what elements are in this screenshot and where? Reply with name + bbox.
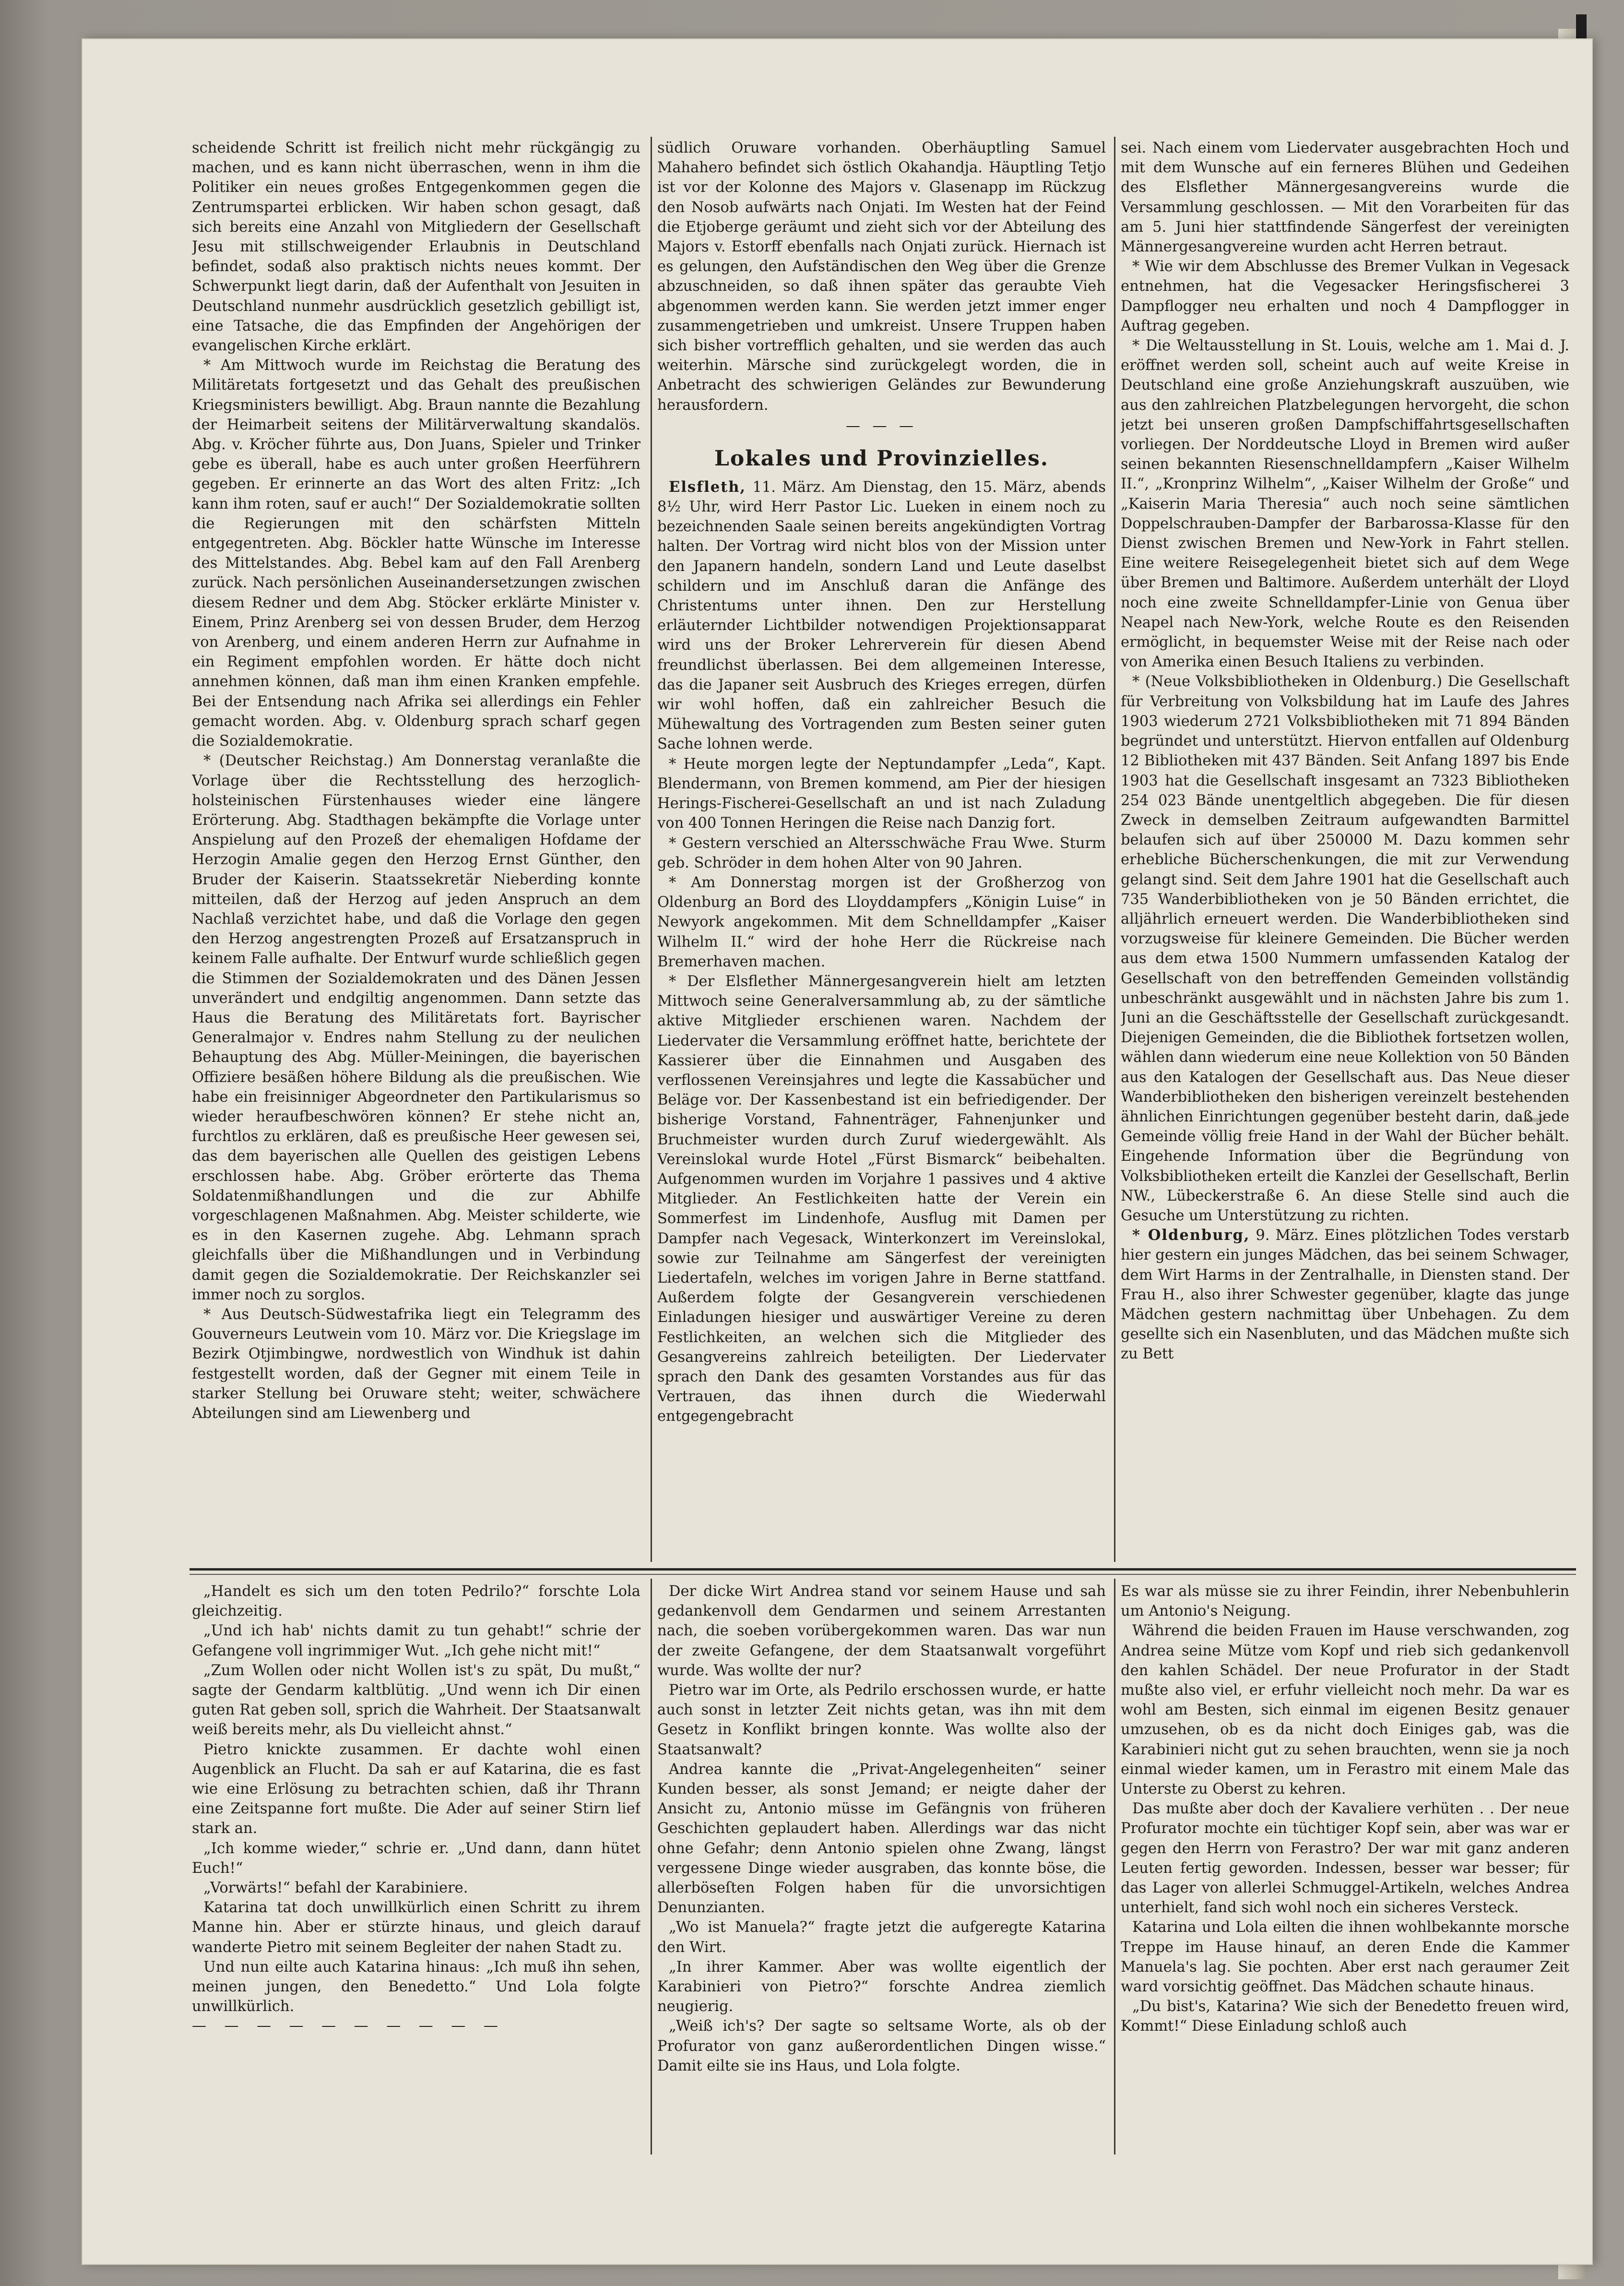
local-news-paragraph <box>657 477 1106 754</box>
local-news-paragraph: * Gestern verschied an Altersschwäche Frau Wwe. Sturm geb. Schröder in dem hohen Alter von 90 Jahren. <box>657 834 1106 871</box>
article-paragraph: scheidende Schritt ist freilich nicht mehr rückgängig zu machen, und es kann nicht überraschen, wenn in ihm die Politiker ein neues großes Entgegenkommen gegen die Zentrumspartei erblicken. Wir haben schon gesagt, daß sich bereits eine Anzahl von Mitgliedern der Gesellschaft Jesu mit stillschweigender Erlaubnis in Deutschland befindet, sodaß also praktisch nichts neues kommt. Der Schwerpunkt liegt darin, daß der Aufenthalt von Jesuiten in Deutschland nunmehr ausdrücklich gesetzlich gebilligt ist, eine Tatsache, die das Empfinden der Angehörigen der evangelischen Kirche erklärt. <box>192 140 640 355</box>
article-column-2 <box>657 138 1106 1563</box>
local-news-paragraph <box>1121 1226 1569 1364</box>
feuilleton-paragraph: „Wo ist Manuela?“ fragte jetzt die aufgeregte Katarina den Wirt. <box>657 1919 1106 1956</box>
dateline-date: 9. März. <box>1256 1227 1319 1244</box>
local-news-paragraph: * Der Elsflether Männergesangverein hielt am letzten Mittwoch seine Generalversammlung ab, zu der sämtliche aktive Mitglieder erschienen waren. Nachdem der Liedervater die Versammlung eröffnet hatte, berichtete der Kassierer über die Einnahmen und Ausgaben des verflossenen Vereinsjahres und legte die Kassabücher und Beläge vor. Der Kassenbestand ist ein befriedigender. Der bisherige Vorstand, Fahnenträger, Fahnenjunker und Bruchmeister wurden durch Zuruf wiedergewählt. Als Vereinslokal wurde Hotel „Fürst Bismarck“ beibehalten. Aufgenommen wurden im Vorjahre 1 passives und 4 aktive Mitglieder. An Festlichkeiten hatte der Verein ein Sommerfest im Lindenhofe, Ausflug mit Damen per Dampfer nach Vegesack, Winterkonzert im Vereinslokal, sowie zur Teilnahme am Sängerfest der vereinigten Liedertafeln, welches im vorigen Jahre in Berne stattfand. Außerdem folgte der Gesangverein verschiedenen Einladungen hiesiger und auswärtiger Vereine zu deren Festlichkeiten, an welchen sich die Mitglieder des Gesangvereins zahlreich beteiligten. Der Liedervater sprach den Dank des gesamten Vorstandes aus für das Vertrauen, das ihnen durch die Wiederwahl entgegengebracht <box>657 973 1106 1425</box>
feuilleton-separator-thin <box>190 1574 1576 1575</box>
feuilleton-paragraph: „In ihrer Kammer. Aber was wollte eigentlich der Karabinieri von Pietro?“ forschte Andrea ziemlich neugierig. <box>657 1958 1106 2015</box>
feuilleton-paragraph: Pietro war im Orte, als Pedrilo erschossen wurde, er hatte auch sonst in letzter Zeit nichts getan, was ihn mit dem Gesetz in Konflikt bringen konnte. Was wollte also der Staatsanwalt? <box>657 1682 1106 1758</box>
article-paragraph: * Am Mittwoch wurde im Reichstag die Beratung des Militäretats fortgesetzt und das Gehalt des preußischen Kriegsministers bewilligt. Abg. Braun nannte die Bezahlung der Heimarbeit seitens der Militärverwaltung skandalös. Abg. v. Kröcher führte aus, Don Juans, Spieler und Trinker gebe es überall, habe es auch unter großen Heerführern gegeben. Er erinnerte an das Wort des alten Fritz: „Ich kann ihm roten, sauf er auch!“ Der Sozialdemokratie sollten die Regierungen mit den schärfsten Mitteln entgegentreten. Abg. Böckler hatte Wünsche im Interesse des Mittelstandes. Abg. Bebel kam auf den Fall Arenberg zurück. Nach persönlichen Auseinandersetzungen zwischen diesem Redner und dem Abg. Stöcker erklärte Minister v. Einem, Prinz Arenberg sei von dessen Bruder, dem Herzog von Arenberg, und einem anderen Herrn zur Aufnahme in ein Regiment empfohlen worden. Er hätte doch nicht annehmen können, daß man ihm einen Kranken empfehle. Bei der Entsendung nach Afrika sei allerdings ein Fehler gemacht worden. Abg. v. Oldenburg sprach scharf gegen die Sozialdemokratie. <box>192 357 640 750</box>
local-news-paragraph: * Am Donnerstag morgen ist der Großherzog von Oldenburg an Bord des Lloyddampfers „Königin Luise“ in Newyork angekommen. Mit dem Schnelldampfer „Kaiser Wilhelm II.“ wird der hohe Herr die Rückreise nach Bremerhaven machen. <box>657 874 1106 970</box>
feuilleton-paragraph: Der dicke Wirt Andrea stand vor seinem Hause und sah gedankenvoll dem Gendarmen und seinem Arrestanten nach, die soeben vorübergekommen waren. Das war nun der zweite Gefangene, der dem Staatsanwalt vorgeführt wurde. Was wollte der nur? <box>657 1583 1106 1679</box>
article-paragraph: * Die Weltausstellung in St. Louis, welche am 1. Mai d. J. eröffnet werden soll, scheint auch auf weite Kreise in Deutschland eine große Anziehungskraft auszuüben, wie aus den zahlreichen Platzbelegungen hervorgeht, die schon jetzt bei unseren großen Dampfschiffahrtsgesellschaften vorliegen. Der Norddeutsche Lloyd in Bremen wird außer seinen bekannten Riesenschnelldampfern „Kaiser Wilhelm II.“, „Kronprinz Wilhelm“, „Kaiser Wilhelm der Große“ und „Kaiserin Maria Theresia“ auch noch seine sämtlichen Doppelschrauben-Dampfer der Barbarossa-Klasse für den Dienst zwischen Bremen und New-York in Fahrt stellen. Eine weitere Reisegelegenheit bietet sich auf dem Wege über Bremen und Baltimore. Außerdem unterhält der Lloyd noch eine zweite Schnelldampfer-Linie von Genua über Neapel nach New-York, welche Route es den Reisenden ermöglicht, in bequemster Weise mit der Reise nach oder von Amerika einen Besuch Italiens zu verbinden. <box>1121 337 1569 671</box>
feuilleton-paragraph: „Ich komme wieder,“ schrie er. „Und dann, dann hütet Euch!“ <box>192 1840 640 1877</box>
article-column-1 <box>192 138 640 1563</box>
feuilleton-paragraph: Pietro knickte zusammen. Er dachte wohl einen Augenblick an Flucht. Da sah er auf Katarina, die es fast wie eine Erlösung zu betrachten schien, daß ihr Thrann eine Zeitspanne fort mußte. Die Ader auf seiner Stirn lief stark an. <box>192 1741 640 1837</box>
feuilleton-rule-1 <box>651 1579 652 2155</box>
feuilleton-rule-2 <box>1114 1579 1115 2155</box>
local-news-paragraph: * Heute morgen legte der Neptundampfer „Leda“, Kapt. Blendermann, von Bremen kommend, am Pier der hiesigen Herings-Fischerei-Gesellschaft an und ist nach Zuladung von 400 Tonnen Heringen die Reise nach Danzig fort. <box>657 755 1106 832</box>
feuilleton-paragraph: „Vorwärts!“ befahl der Karabiniere. <box>203 1880 468 1897</box>
dateline-date: 11. März. <box>752 478 826 496</box>
feuilleton-paragraph: Und nun eilte auch Katarina hinaus: „Ich muß ihn sehen, meinen jungen, den Benedetto.“ Und Lola folgte unwillkürlich. <box>192 1958 640 2015</box>
article-paragraph: sei. Nach einem vom Liedervater ausgebrachten Hoch und mit dem Wunsche auf ein ferneres Blühen und Gedeihen des Elsflether Männergesangvereins wurde die Versammlung geschlossen. — Mit den Vorarbeiten für das am 5. Juni hier stattfindende Sängerfest der vereinigten Männergesangvereine wurden acht Herren betraut. <box>1121 140 1569 256</box>
local-news-text: Am Dienstag, den 15. März, abends 8½ Uhr, wird Herr Pastor Lic. Lueken in einem noch zu bezeichnenden Saale seinen bereits angekündigten Vortrag halten. Der Vortrag wird nicht blos von der Mission unter den Japanern handeln, sondern Land und Leute daselbst schildern und im Anschluß daran die Anfänge des Christentums unter ihnen. Den zur Herstellung erläuternder Lichtbilder notwendigen Projektionsapparat wird uns der Broker Lehrerverein für diesen Abend freundlichst überlassen. Bei dem allgemeinen Interesse, das die Japaner seit Ausbruch des Krieges erregen, dürfen wir wohl hoffen, daß ein zahlreicher Besuch die Mühewaltung des Vortragenden zum Besten seiner guten Sache lohnen werde. <box>657 478 1106 753</box>
feuilleton-paragraph: „Handelt es sich um den toten Pedrilo?“ forschte Lola gleichzeitig. <box>192 1583 640 1620</box>
feuilleton-paragraph: „Du bist's, Katarina? Wie sich der Benedetto freuen wird, Kommt!“ Diese Einladung schloß auch <box>1121 1998 1569 2035</box>
feuilleton-separator <box>190 1568 1576 1571</box>
feuilleton-paragraph: „Zum Wollen oder nicht Wollen ist's zu spät, Du mußt,“ sagte der Gendarm kaltblütig. „Und wenn ich Dir einen guten Rat geben soll, sprich die Wahrheit. Der Staatsanwalt weiß bereits mehr, als Du vielleicht ahnst.“ <box>192 1662 640 1738</box>
article-paragraph: * Wie wir dem Abschlusse des Bremer Vulkan in Vegesack entnehmen, hat die Vegesacker Heringsfischerei 3 Dampflogger neu erhalten und noch 4 Dampflogger in Auftrag gegeben. <box>1121 258 1569 334</box>
feuilleton-paragraph: Während die beiden Frauen im Hause verschwanden, zog Andrea seine Mütze vom Kopf und rieb sich gedankenvoll den kahlen Schädel. Der neue Profurator in der Stadt mußte also viel, er erfuhr vielleicht noch mehr. Da war es wohl am Besten, sich einmal im eigenen Besitz genauer umzusehen, ob es da nicht doch Einiges gab, was die Karabinieri nicht gut zu sehen brauchten, wenn sie ja noch einmal wieder kamen, um in Ferastro mit einem Male das Unterste zu Oberst zu kehren. <box>1121 1622 1569 1798</box>
feuilleton-column-2 <box>657 1582 1106 2157</box>
feuilleton-paragraph: „Weiß ich's? Der sagte so seltsame Worte, als ob der Profurator von ganz außerordentlichen Dingen wisse.“ Damit eilte sie ins Haus, und Lola folgte. <box>657 2018 1106 2074</box>
column-rule-1 <box>651 137 652 1562</box>
feuilleton-paragraph: Katarina und Lola eilten die ihnen wohlbekannte morsche Treppe im Hause hinauf, an deren Ende die Kammer Manuela's lag. Sie pochten. Aber erst nach geraumer Zeit ward vorsichtig geöffnet. Das Mädchen schaute hinaus. <box>1121 1919 1569 1996</box>
feuilleton-paragraph: Das mußte aber doch der Kavaliere verhüten . . Der neue Profurator mochte ein tüchtiger Kopf sein, aber was war er gegen den Herrn von Ferastro? Der war mit ganz anderen Leuten fertig geworden. Indessen, besser war besser; für das Lager von allerlei Schmuggel-Artikeln, welches Andrea unterhielt, fand sich wohl noch ein sicheres Versteck. <box>1121 1800 1569 1917</box>
feuilleton-column-3 <box>1121 1582 1569 2157</box>
feuilleton-paragraph: „Und ich hab' nichts damit zu tun gehabt!“ schrie der Gefangene voll ingrimmiger Wut. „Ich gehe nicht mit!“ <box>192 1622 640 1659</box>
feuilleton-end-dashes: — — — — — — — — — — <box>192 2017 505 2035</box>
article-paragraph: südlich Oruware vorhanden. Oberhäuptling Samuel Mahahero befindet sich östlich Okahandja. Häuptling Tetjo ist vor der Kolonne des Majors v. Glasenapp im Rückzug den Nosob aufwärts nach Onjati. Im Westen hat der Feind die Etjoberge geräumt und zieht sich vor der Abteilung des Majors v. Estorff ebenfalls nach Onjati zurück. Hiernach ist es gelungen, den Aufständischen den Weg über die Grenze abzuschneiden, so daß ihnen später das geraubte Vieh abgenommen werden kann. Sie werden jetzt immer enger zusammengetrieben und umkreist. Unsere Truppen haben sich bisher vortrefflich gehalten, und sie werden das auch weiterhin. Märsche sind zurückgelegt worden, die in Anbetracht des schwierigen Geländes zur Bewunderung herausfordern. <box>657 140 1106 414</box>
feuilleton-paragraph: Andrea kannte die „Privat-Angelegenheiten“ seiner Kunden besser, als sonst Jemand; er neigte daher der Ansicht zu, Antonio müsse im Gefängnis von früheren Geschichten geplaudert haben. Allerdings war das nicht ohne Gefahr; denn Antonio spielen ohne Zwang, längst vergessene Dinge wieder ausgraben, das konnte böse, die allerböseſten Folgen haben für die unvorsichtigen Denunzianten. <box>657 1761 1106 1917</box>
feuilleton-paragraph: Es war als müsse sie zu ihrer Feindin, ihrer Nebenbuhlerin um Antonio's Neigung. <box>1121 1583 1569 1620</box>
article-paragraph: * (Neue Volksbibliotheken in Oldenburg.) Die Gesellschaft für Verbreitung von Volksbildung hat im Laufe des Jahres 1903 wiederum 2721 Volksbibliotheken mit 71 894 Bänden begründet und unterstützt. Hiervon entfallen auf Oldenburg 12 Bibliotheken mit 437 Bänden. Seit Anfang 1897 bis Ende 1903 hat die Gesellschaft insgesamt an 7323 Bibliotheken 254 023 Bände unentgeltlich abgegeben. Die für diesen Zweck in demselben Zeitraum aufgewandten Barmittel belaufen sich auf über 250000 M. Dazu kommen sehr erhebliche Bücherschenkungen, die mit zur Verwendung gelangt sind. Seit dem Jahre 1901 hat die Gesellschaft auch 735 Wanderbibliotheken von je 50 Bänden errichtet, die alljährlich erneuert werden. Die Wanderbibliotheken sind vorzugsweise für kleinere Gemeinden. Die Bücher werden aus dem etwa 1500 Nummern umfassenden Katalog der Gesellschaft von den betreffenden Gemeinden vollständig unbeschränkt ausgewählt und in nächsten Jahre bis zum 1. Juni an die Geschäftsstelle der Gesellschaft zurückgesandt. Diejenigen Gemeinden, die die Bibliothek fortsetzen wollen, wählen dann wiederum eine neue Kollektion von 50 Bänden aus den Katalogen der Gesellschaft aus. Das Neue dieser Wanderbibliotheken den bisherigen vereinzelt bestehenden ähnlichen Einrichtungen gegenüber besteht darin, daß jede Gemeinde völlig freie Hand in der Wahl der Bücher behält. Eingehende Information über die Begründung von Volksbibliotheken erteilt die Kanzlei der Gesellschaft, Berlin NW., Lübeckerstraße 6. An diese Stelle sind auch die Gesuche um Unterstützung zu richten. <box>1121 673 1569 1224</box>
section-divider: — — — <box>845 417 918 434</box>
feuilleton-column-1 <box>192 1582 640 2157</box>
feuilleton-paragraph: Katarina tat doch unwillkürlich einen Schritt zu ihrem Manne hin. Aber er stürzte hinaus, und gleich darauf wanderte Pietro mit seinem Begleiter der nahen Stadt zu. <box>192 1899 640 1956</box>
article-column-3 <box>1121 138 1569 1563</box>
dateline-place: * Oldenburg, <box>1132 1226 1250 1244</box>
column-rule-2 <box>1114 137 1115 1562</box>
article-paragraph: * (Deutscher Reichstag.) Am Donnerstag veranlaßte die Vorlage über die Rechtsstellung des herzoglich-holsteinischen Fürstenhauses wieder eine längere Erörterung. Abg. Stadthagen bekämpfte die Vorlage unter Anspielung auf den Prozeß der ehemaligen Hofdame der Herzogin Amalie gegen den Herzog Ernst Günther, den Bruder der Kaiserin. Staatssekretär Nieberding konnte mitteilen, daß der Herzog auf jeden Anspruch an dem Nachlaß verzichtet habe, und daß die Vorlage den gegen den Herzog angestrengten Prozeß auf Ersatzanspruch in keinem Falle aufhalte. Der Entwurf wurde schließlich gegen die Stimmen der Sozialdemokraten und des Dänen Jessen unverändert und endgiltig angenommen. Dann setzte das Haus die Beratung des Militäretats fort. Bayrischer Generalmajor v. Endres nahm Stellung zu der neulichen Behauptung des Abg. Müller-Meiningen, die bayerischen Offiziere besäßen höhere Bildung als die preußischen. Wie habe ein freisinniger Abgeordneter den Partikularismus so wieder heraufbeschwören können? Er stehe nicht an, furchtlos zu erklären, daß es preußische Heer gewesen sei, das dem bayerischen alle Quellen des geistigen Lebens erschlossen habe. Abg. Gröber erörterte das Thema Soldatenmißhandlungen und die zur Abhilfe vorgeschlagenen Maßnahmen. Abg. Meister schilderte, wie es in den Kasernen zugehe. Abg. Lehmann sprach gleichfalls über die Mißhandlungen und in Verbindung damit gegen die Sozialdemokratie. Der Reichskanzler sei immer noch zu sorglos. <box>192 752 640 1303</box>
section-heading-lokales: Lokales und Provinzielles. <box>714 446 1049 471</box>
local-news-text: Eines plötzlichen Todes verstarb hier gestern ein junges Mädchen, das bei seinem Schwager, dem Wirt Harms in der Zentralhalle, in Diensten stand. Der Frau H., also ihrer Schwester gegenüber, klagte das junge Mädchen gestern nachmittag über Unbehagen. Zu dem gesellte sich ein Nasenbluten, und das Mädchen mußte sich zu Bett <box>1121 1227 1569 1363</box>
dateline-place: Elsfleth, <box>669 478 746 496</box>
article-paragraph: * Aus Deutsch-Südwestafrika liegt ein Telegramm des Gouverneurs Leutwein vom 10. März vor. Die Kriegslage im Bezirk Otjimbingwe, nordwestlich von Windhuk ist dahin festgestellt worden, daß der Gegner mit einem Teile in starker Stellung bei Oruware steht; weiter, schwächere Abteilungen sind am Liewenberg und <box>192 1306 640 1422</box>
